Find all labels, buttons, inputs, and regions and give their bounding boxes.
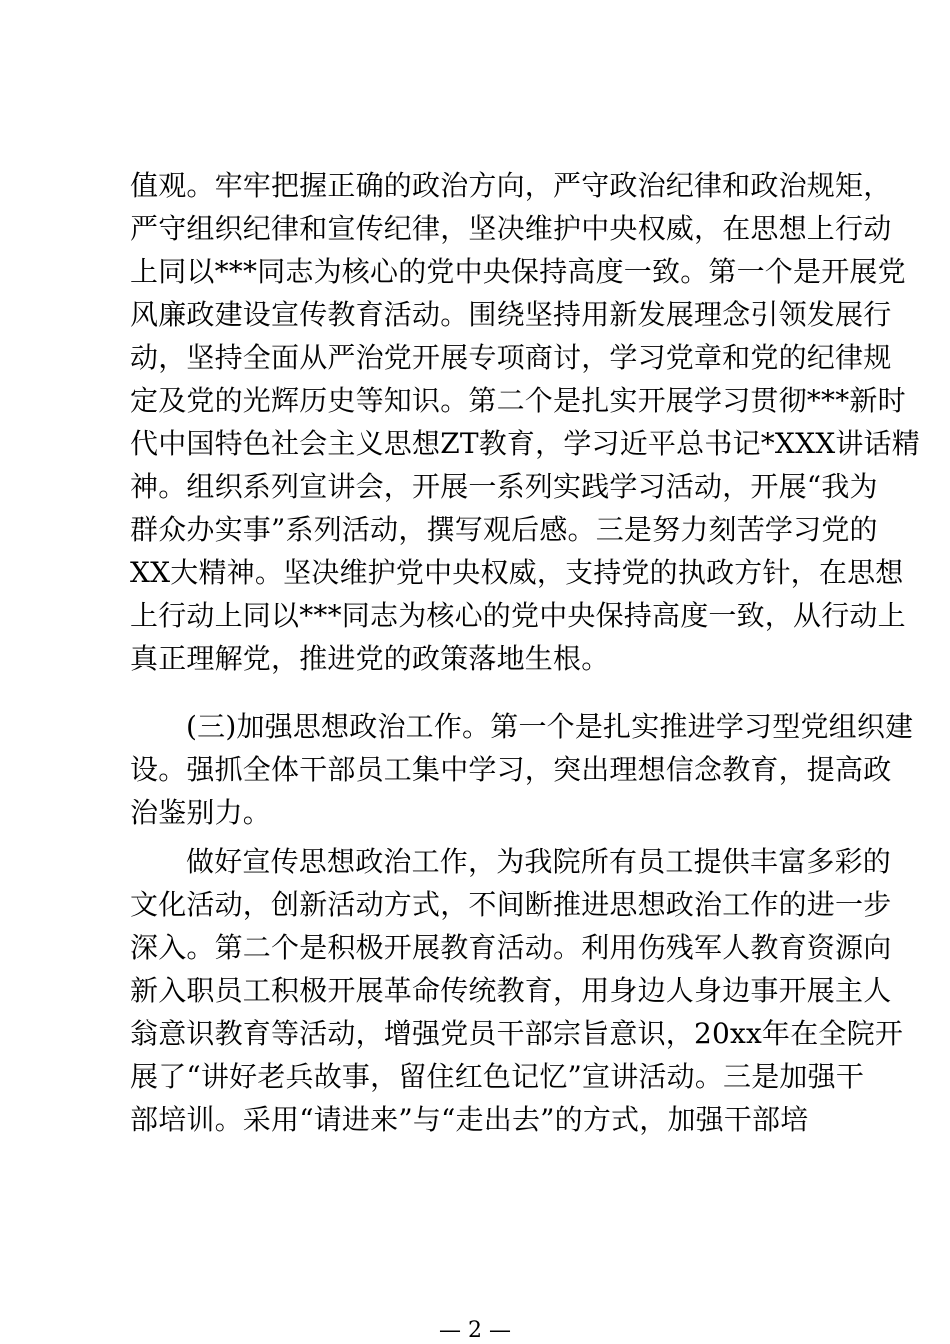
text-line: 真正理解党，推进党的政策落地生根。 <box>130 642 610 675</box>
text-line: 风廉政建设宣传教育活动。围绕坚持用新发展理念引领发展行 <box>130 298 892 331</box>
text-line: 部培训。采用“请进来”与“走出去”的方式，加强干部培 <box>130 1103 809 1136</box>
text-line: 严守组织纪律和宣传纪律，坚决维护中央权威，在思想上行动 <box>130 212 892 245</box>
paragraph-heading-line: (三)加强思想政治工作。第一个是扎实推进学习型党组织建 <box>186 710 914 743</box>
text-line: 定及党的光辉历史等知识。第二个是扎实开展学习贯彻***新时 <box>130 384 906 417</box>
text-line: 动，坚持全面从严治党开展专项商讨，学习党章和党的纪律规 <box>130 341 892 374</box>
text-line: 群众办实事”系列活动，撰写观后感。三是努力刻苦学习党的 <box>130 513 878 546</box>
text-line: 展了“讲好老兵故事，留住红色记忆”宣讲活动。三是加强干 <box>130 1060 865 1093</box>
text-line: 上行动上同以***同志为核心的党中央保持高度一致，从行动上 <box>130 599 906 632</box>
text-line: 深入。第二个是积极开展教育活动。利用伤残军人教育资源向 <box>130 931 892 964</box>
text-line: 新入职员工积极开展革命传统教育，用身边人身边事开展主人 <box>130 974 892 1007</box>
text-line: 神。组织系列宣讲会，开展一系列实践学习活动，开展“我为 <box>130 470 878 503</box>
text-line: 上同以***同志为核心的党中央保持高度一致。第一个是开展党 <box>130 255 906 288</box>
text-line: 代中国特色社会主义思想ZT教育，学习近平总书记*XXX讲话精 <box>130 427 920 460</box>
text-line: 设。强抓全体干部员工集中学习，突出理想信念教育，提高政 <box>130 753 892 786</box>
text-line: 治鉴别力。 <box>130 796 272 829</box>
text-line: 文化活动，创新活动方式，不间断推进思想政治工作的进一步 <box>130 888 892 921</box>
page-number: — 2 — <box>439 1318 511 1343</box>
text-line: 翁意识教育等活动，增强党员干部宗旨意识，20xx年在全院开 <box>130 1017 904 1050</box>
text-line: XX大精神。坚决维护党中央权威，支持党的执政方针，在思想 <box>130 556 904 589</box>
paragraph-start-line: 做好宣传思想政治工作，为我院所有员工提供丰富多彩的 <box>186 845 892 878</box>
text-line: 值观。牢牢把握正确的政治方向，严守政治纪律和政治规矩， <box>130 169 892 202</box>
